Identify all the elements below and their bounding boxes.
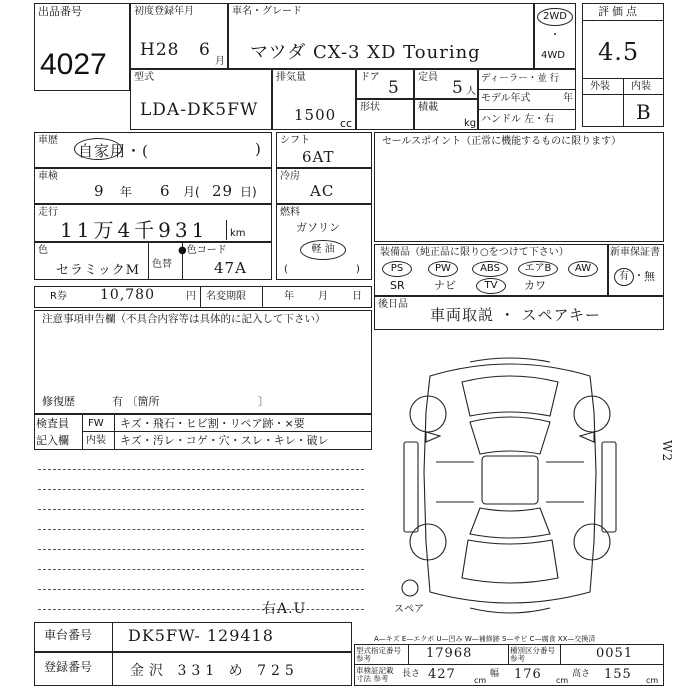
class-value: 0051 [596, 646, 634, 661]
inspector-fw-items: キズ・飛石・ヒビ割・リペア跡・×要 [120, 417, 305, 430]
aircon-label: 冷房 [280, 171, 300, 182]
color-repaint-label: 色替 [152, 259, 172, 270]
wid-label: 幅 [490, 669, 500, 679]
recycle-value: 10,780 [100, 287, 155, 303]
inspection-year-unit: 年 [120, 185, 133, 199]
inspection-label: 車検 [38, 171, 58, 182]
inspection-day-unit: 日) [240, 185, 257, 199]
shape-label: 形状 [360, 102, 380, 113]
equip-ps-label: PS [390, 263, 404, 274]
handle-option: ハンドル 左・右 [481, 114, 555, 125]
car-name-label: 車名・グレード [232, 6, 302, 17]
fuel-value: ガソリン [296, 221, 340, 234]
color-value: セラミックM [56, 263, 141, 278]
equip-ps [382, 261, 412, 277]
history-close: ) [255, 140, 262, 158]
equip-abs [472, 261, 508, 277]
inspection-box [34, 168, 272, 204]
warranty-dot: ・ [634, 271, 644, 282]
equip-tv-label: TV [484, 280, 498, 291]
registration-month: 6 [199, 40, 211, 60]
fuel-sub-circle [300, 240, 346, 260]
mileage-label: 走行 [38, 207, 58, 218]
recycle-label: R券 [50, 291, 67, 302]
equip-pw [428, 261, 458, 277]
notes-box [34, 310, 372, 414]
hei-label: 高さ [572, 669, 591, 679]
len-value: 427 [428, 667, 456, 682]
equip-aw-label: AW [574, 263, 592, 274]
diagram-note: W2 [660, 440, 674, 462]
capacity-label: 定員 [418, 72, 438, 83]
fuel-label: 燃料 [280, 207, 300, 218]
color-label: 色 [38, 245, 48, 256]
after-goods-label: 後日品 [378, 299, 408, 310]
hei-value: 155 [604, 667, 632, 682]
color-code: 47A [214, 259, 247, 277]
displacement-unit: cc [340, 117, 353, 130]
mileage-value: 11万4千931 [60, 218, 209, 242]
inspection-year: 9 [94, 182, 105, 200]
color-code-label: ●色コード [178, 245, 227, 256]
inspection-month: 6 [160, 182, 171, 200]
repair-close: 〕 [258, 395, 269, 408]
fuel-paren-close: ) [356, 264, 360, 275]
score-int-label: 内装 [631, 81, 651, 92]
notes-label: 注意事項申告欄（不具合内容等は具体的に記入して下さい） [42, 313, 326, 325]
model-year-unit: 年 [563, 93, 573, 104]
inspector-int-items: キズ・汚レ・コゲ・穴・スレ・キレ・破レ [120, 434, 329, 447]
chassis-value: DK5FW- 129418 [128, 626, 274, 645]
wid-unit: cm [556, 676, 569, 685]
model-label: 型式 [134, 72, 154, 83]
model-year-label: モデル年式 [481, 93, 531, 104]
plate-label: 登録番号 [44, 660, 93, 674]
inspector-fw: FW [88, 418, 104, 429]
name-change-month: 月 [318, 291, 328, 302]
name-change-day: 日 [352, 291, 362, 302]
name-change-label: 名変期限 [206, 291, 246, 302]
recycle-unit: 円 [186, 291, 196, 302]
history-box [34, 132, 272, 168]
lot-number: 4027 [40, 48, 107, 81]
doors-label: ドア [360, 72, 380, 83]
model-value: LDA-DK5FW [140, 100, 259, 120]
displacement-value: 1500 [294, 106, 337, 124]
inspector-label1: 検査員 [36, 417, 69, 430]
chassis-label: 車台番号 [44, 628, 93, 642]
drive-2wd: 2WD [543, 11, 567, 22]
lot-label: 出品番号 [38, 5, 82, 18]
loading-label: 積載 [418, 102, 438, 113]
spare-label: スペア [394, 604, 424, 615]
warranty-yes-circle [614, 268, 634, 286]
dealer-option: ディーラー・並 行 [481, 73, 560, 84]
registration-label: 初度登録年月 [134, 6, 194, 17]
warranty-no: 無 [644, 270, 655, 283]
hei-unit: cm [646, 676, 659, 685]
equip-abs-label: ABS [480, 263, 500, 274]
warranty-yes: 有 [619, 271, 629, 282]
loading-unit: kg [464, 118, 477, 129]
score-int-value: B [636, 100, 652, 124]
name-change-year: 年 [284, 291, 294, 302]
drive-dot: ・ [550, 30, 560, 41]
mileage-unit: km [230, 228, 246, 239]
cert-value: 17968 [426, 646, 473, 661]
inspector-label2: 記入欄 [36, 434, 69, 447]
drive-4wd: 4WD [541, 50, 565, 61]
wid-value: 176 [514, 667, 542, 682]
registration-era-year: H28 [140, 40, 180, 60]
cert-label: 型式指定番号 参考 [356, 646, 401, 663]
equip-aw [568, 261, 598, 277]
equip-airbag-label: エアB [524, 263, 552, 274]
inspector-int: 内装 [86, 435, 106, 446]
history-value: 自家用・( [78, 142, 149, 160]
after-goods-value: 車両取説 ・ スペアキー [430, 306, 601, 324]
fuel-sub: 軽 油 [311, 244, 335, 255]
sales-point-box [374, 132, 664, 242]
inspection-month-unit: 月( [183, 185, 200, 199]
registration-month-unit: 月 [215, 56, 225, 67]
aircon-value: AC [310, 182, 335, 200]
doors-value: 5 [388, 78, 400, 98]
score-label: 評価点 [598, 5, 640, 18]
car-name-value: マツダ CX-3 XD Touring [250, 42, 481, 63]
equip-airbag [518, 261, 558, 277]
car-diagram [400, 352, 620, 622]
displacement-label: 排気量 [276, 72, 306, 83]
repair-value: 有 〔箇所 [112, 395, 160, 408]
history-label: 車歴 [38, 135, 58, 146]
warranty-label: 新車保証書 [610, 247, 660, 258]
fuel-paren-open: ( [284, 264, 288, 275]
inspection-day: 29 [212, 182, 234, 200]
capacity-unit: 人 [466, 86, 476, 97]
equip-tv [476, 278, 506, 294]
len-unit: cm [474, 676, 487, 685]
sales-point-label: セールスポイント（正常に機能するものに限ります） [382, 136, 622, 147]
equip-leather: カワ [524, 279, 546, 292]
equip-sr: SR [390, 279, 405, 292]
shift-value: 6AT [302, 148, 335, 166]
equipment-label: 装備品（純正品に限り○をつけて下さい） [380, 247, 569, 258]
damage-legend: A—キズ E—エクボ U—凹み W—補修跡 S—サビ C—腐食 XX—交換済 [374, 635, 596, 643]
equip-pw-label: PW [435, 263, 451, 274]
plate-value: 金沢 331 め 725 [130, 663, 299, 679]
capacity-value: 5 [452, 78, 464, 98]
class-label: 種別区分番号 参考 [510, 646, 555, 663]
repair-label: 修復歴 [42, 395, 75, 408]
shift-label: シフト [280, 135, 310, 146]
signature: 右A.U [262, 601, 307, 617]
score-ext-label: 外装 [590, 81, 610, 92]
len-label: 長さ [402, 669, 421, 679]
size-label: 車検証記載寸法 参考 [356, 666, 394, 683]
equip-navi: ナビ [434, 279, 456, 292]
score-value: 4.5 [598, 38, 640, 66]
drive-2wd-circle [537, 8, 573, 26]
